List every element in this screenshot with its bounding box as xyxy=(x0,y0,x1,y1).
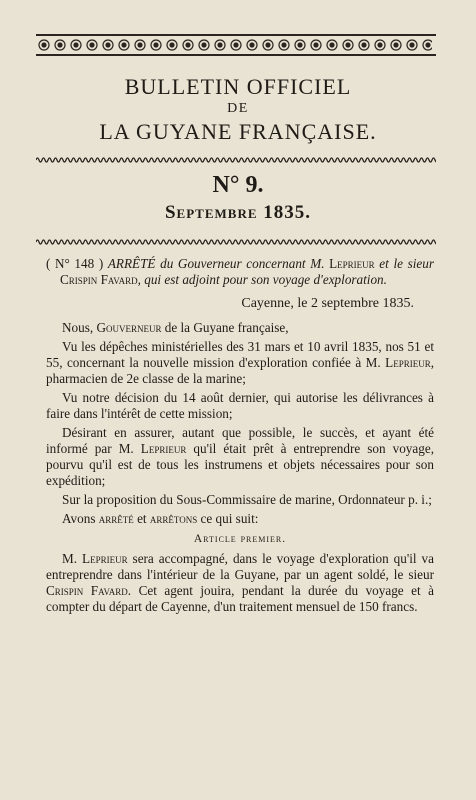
issue-number: N° 9. xyxy=(212,172,264,198)
paragraph-nous: Nous, Gouverneur de la Guyane française, xyxy=(62,320,289,335)
paragraph-avons: Avons arrêté et arrêtons ce qui suit: xyxy=(62,511,259,526)
paragraph-article-1: M. Leprieur sera accompagné, dans le voyage d'exploration qu'il va entreprendre dans l'intérieur de la Guyane, par un agent soldé, le sieur Crispin Favard. Cet agent jouira, pendant la durée du voyage et à compter du départ de Cayenne, d'un traitement mensuel de 150 francs. xyxy=(46,551,434,614)
place-date: Cayenne, le 2 septembre 1835. xyxy=(241,296,414,311)
paragraph-depeches: Vu les dépêches ministérielles des 31 mars et 10 avril 1835, nos 51 et 55, concernant la nouvelle mission d'exploration confiée à M. Leprieur, pharmacien de 2e classe de la marine; xyxy=(46,339,434,386)
bulletin-title: BULLETIN OFFICIEL xyxy=(124,74,352,99)
paragraph-proposition: Sur la proposition du Sous-Commissaire de marine, Ordonnateur p. i.; xyxy=(62,492,432,507)
bulletin-title-de: DE xyxy=(227,101,249,116)
ornamental-border xyxy=(36,34,436,56)
wavy-rule-top xyxy=(36,156,436,164)
paragraph-desirant: Désirant en assurer, autant que possible, le succès, et ayant été informé par M. Leprieur qu'il était prêt à entreprendre son voyage, pourvu qu'il est de tous les instrumens et objets nécessaires pour son expédition; xyxy=(46,425,434,488)
paragraph-decision: Vu notre décision du 14 août dernier, qui autorise les délivrances à faire dans l'intérêt de cette mission; xyxy=(46,390,434,421)
arrete-heading: ( N° 148 ) ARRÊTÉ du Gouverneur concernant M. Leprieur et le sieur Crispin Favard, qui est adjoint pour son voyage d'exploration. xyxy=(46,256,434,287)
document-body xyxy=(46,256,434,615)
bulletin-title-guyane: LA GUYANE FRANÇAISE. xyxy=(99,119,377,144)
wavy-rule-bottom xyxy=(36,238,436,246)
issue-date: Septembre 1835. xyxy=(164,202,312,223)
article-heading: Article premier. xyxy=(193,533,287,545)
